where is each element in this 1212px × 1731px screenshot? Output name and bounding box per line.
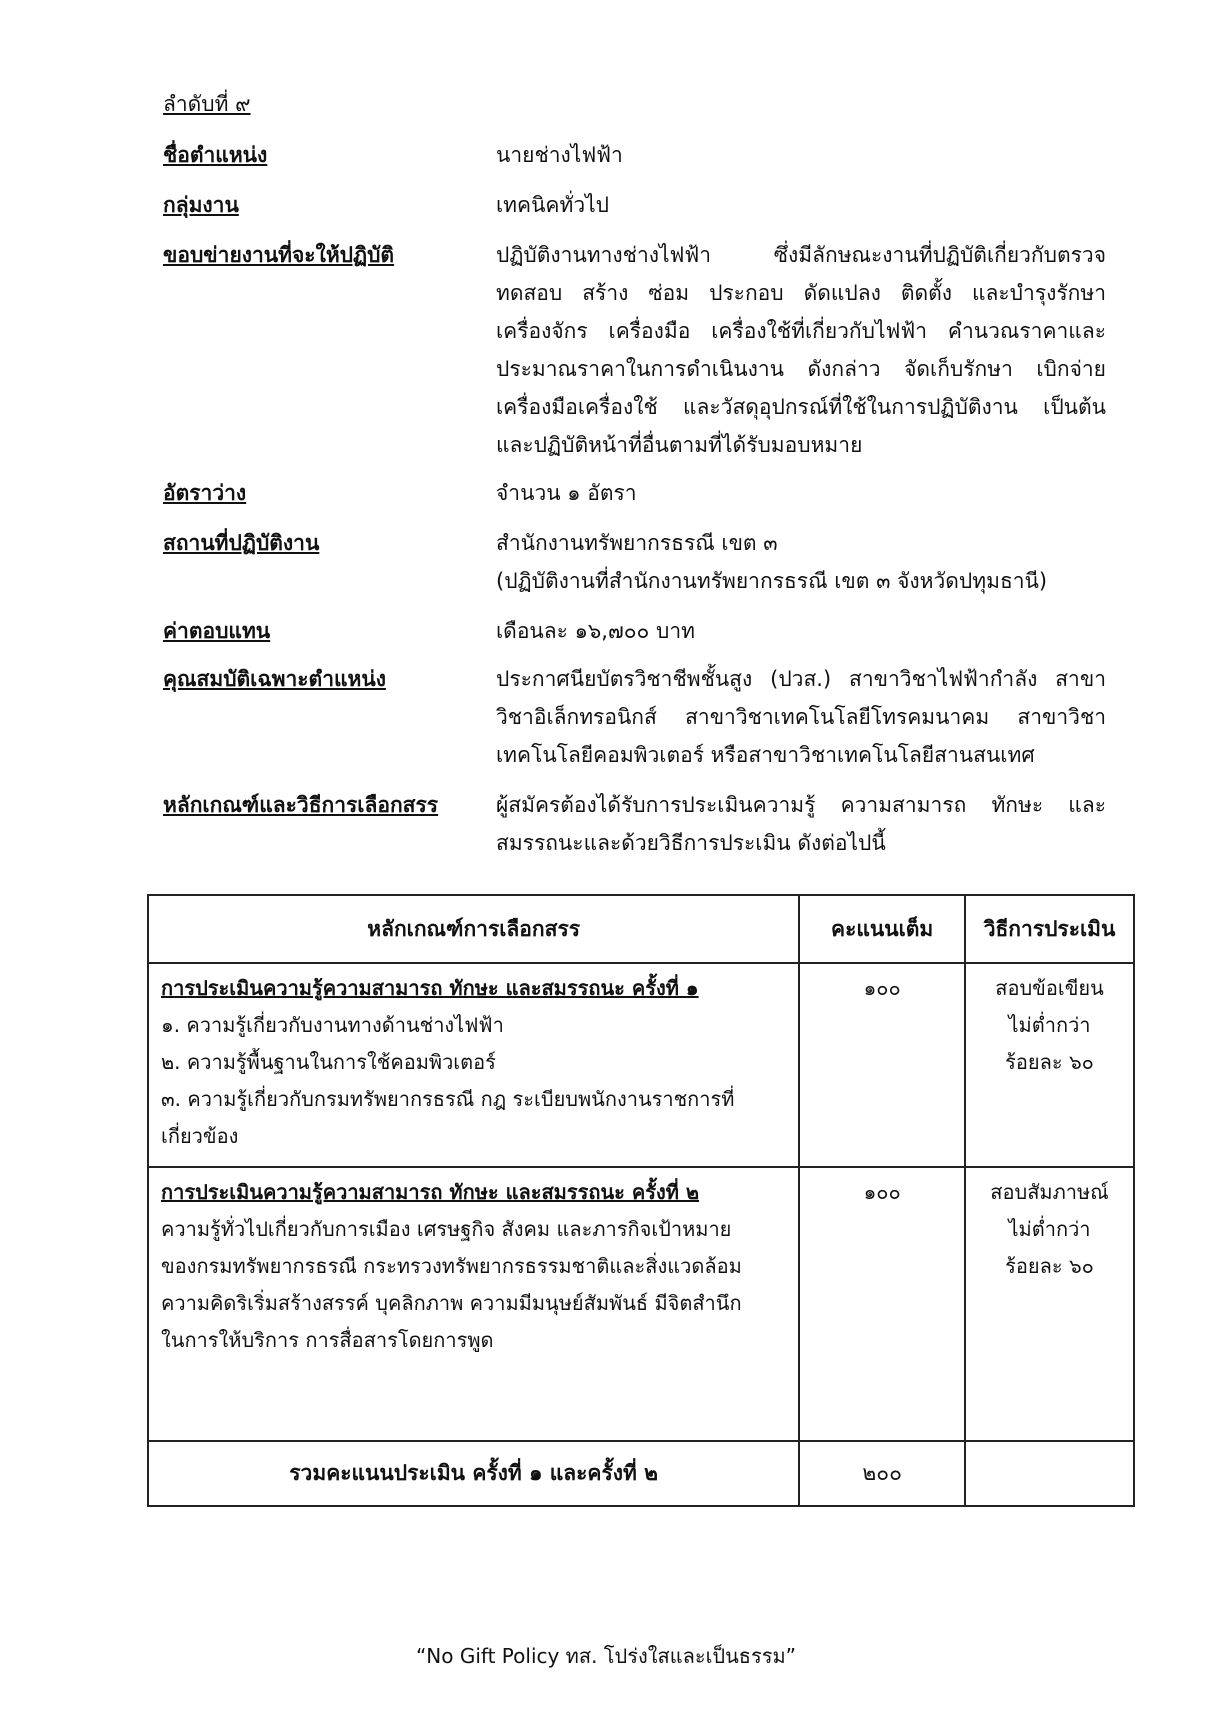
field-label: กลุ่มงาน <box>163 193 239 217</box>
method-line: ไม่ต่ำกว่า <box>1008 1013 1091 1037</box>
field-value: นายช่างไฟฟ้า <box>496 143 623 167</box>
field-value: เดือนละ ๑๖,๗๐๐ บาท <box>496 619 696 643</box>
total-score: ๒๐๐ <box>799 1441 965 1506</box>
round2-criteria <box>148 1167 799 1441</box>
field-label: ชื่อตำแหน่ง <box>163 143 268 167</box>
field-label: คุณสมบัติเฉพาะตำแหน่ง <box>163 667 386 691</box>
field-label: สถานที่ปฏิบัติงาน <box>163 531 320 555</box>
round2-title: การประเมินความรู้ความสามารถ ทักษะ และสมรรถนะ ครั้งที่ ๒ <box>161 1180 700 1204</box>
text-line: ความรู้ทั่วไปเกี่ยวกับการเมือง เศรษฐกิจ สังคม และภารกิจเป้าหมาย <box>161 1217 732 1241</box>
text-line: ของกรมทรัพยากรธรณี กระทรวงทรัพยากรธรรมชาติและสิ่งแวดล้อม <box>161 1254 742 1278</box>
total-method <box>965 1441 1134 1506</box>
criteria-table <box>147 894 1135 1507</box>
field-label: ค่าตอบแทน <box>163 619 271 643</box>
field-value: ประกาศนียบัตรวิชาชีพชั้นสูง (ปวส.) สาขาวิชาไฟฟ้ากำลัง สาขาวิชาอิเล็กทรอนิกส์ สาขาวิชาเทคโนโลยีโทรคมนาคม สาขาวิชาเทคโนโลยีคอมพิวเตอร์ หรือสาขาวิชาเทคโนโลยีสานสนเทศ <box>496 667 1106 767</box>
header-method: วิธีการประเมิน <box>965 895 1134 963</box>
list-item: ๑. ความรู้เกี่ยวกับงานทางด้านช่างไฟฟ้า <box>161 1013 504 1037</box>
table-header-row <box>148 895 1134 963</box>
table-total-row <box>148 1441 1134 1506</box>
round1-method <box>965 963 1134 1167</box>
list-item: ๒. ความรู้พื้นฐานในการใช้คอมพิวเตอร์ <box>161 1050 496 1074</box>
total-label: รวมคะแนนประเมิน ครั้งที่ ๑ และครั้งที่ ๒ <box>148 1441 799 1506</box>
field-value: ผู้สมัครต้องได้รับการประเมินความรู้ ความสามารถ ทักษะ และสมรรถนะและด้วยวิธีการประเมิน ดังต่อไปนี้ <box>496 793 1106 855</box>
field-value: จำนวน ๑ อัตรา <box>496 481 637 505</box>
text-line: ความคิดริเริ่มสร้างสรรค์ บุคลิกภาพ ความมีมนุษย์สัมพันธ์ มีจิตสำนึก <box>161 1291 742 1315</box>
table-row <box>148 1167 1134 1441</box>
table-row <box>148 963 1134 1167</box>
round1-score: ๑๐๐ <box>799 963 965 1167</box>
text-line: ในการให้บริการ การสื่อสารโดยการพูด <box>161 1328 494 1352</box>
field-label: หลักเกณฑ์และวิธีการเลือกสรร <box>163 793 439 817</box>
method-line: ไม่ต่ำกว่า <box>1008 1217 1091 1241</box>
header-criteria: หลักเกณฑ์การเลือกสรร <box>148 895 799 963</box>
round1-criteria <box>148 963 799 1167</box>
header-full-score: คะแนนเต็ม <box>799 895 965 963</box>
sequence-number: ลำดับที่ ๙ <box>163 92 251 116</box>
field-value: ปฏิบัติงานทางช่างไฟฟ้า ซึ่งมีลักษณะงานที่ปฏิบัติเกี่ยวกับตรวจทดสอบ สร้าง ซ่อม ประกอบ ดัดแปลง ติดตั้ง และบำรุงรักษาเครื่องจักร เครื่องมือ เครื่องใช้ที่เกี่ยวกับไฟฟ้า คำนวณราคาและประมาณราคาในการดำเนินงาน ดังกล่าว จัดเก็บรักษา เบิกจ่ายเครื่องมือเครื่องใช้ และวัสดุอุปกรณ์ที่ใช้ในการปฏิบัติงาน เป็นต้น และปฏิบัติหน้าที่อื่นตามที่ได้รับมอบหมาย <box>496 243 1106 457</box>
round2-score: ๑๐๐ <box>799 1167 965 1441</box>
field-label: ขอบข่ายงานที่จะให้ปฏิบัติ <box>163 243 395 267</box>
field-label: อัตราว่าง <box>163 481 247 505</box>
round2-method <box>965 1167 1134 1441</box>
round1-title: การประเมินความรู้ความสามารถ ทักษะ และสมรรถนะ ครั้งที่ ๑ <box>161 976 699 1000</box>
field-value: เทคนิคทั่วไป <box>496 193 609 217</box>
location-line-2: (ปฏิบัติงานที่สำนักงานทรัพยากรธรณี เขต ๓ จังหวัดปทุมธานี) <box>496 569 1048 593</box>
field-value <box>496 524 1106 600</box>
list-item: ๓. ความรู้เกี่ยวกับกรมทรัพยากรธรณี กฎ ระเบียบพนักงานราชการที่เกี่ยวข้อง <box>161 1087 735 1148</box>
method-line: ร้อยละ ๖๐ <box>1005 1050 1094 1074</box>
method-line: สอบสัมภาษณ์ <box>990 1180 1109 1204</box>
location-line-1: สำนักงานทรัพยากรธรณี เขต ๓ <box>496 531 778 555</box>
method-line: ร้อยละ ๖๐ <box>1005 1254 1094 1278</box>
footer-policy: “No Gift Policy ทส. โปร่งใสและเป็นธรรม” <box>415 1644 797 1668</box>
method-line: สอบข้อเขียน <box>995 976 1104 1000</box>
